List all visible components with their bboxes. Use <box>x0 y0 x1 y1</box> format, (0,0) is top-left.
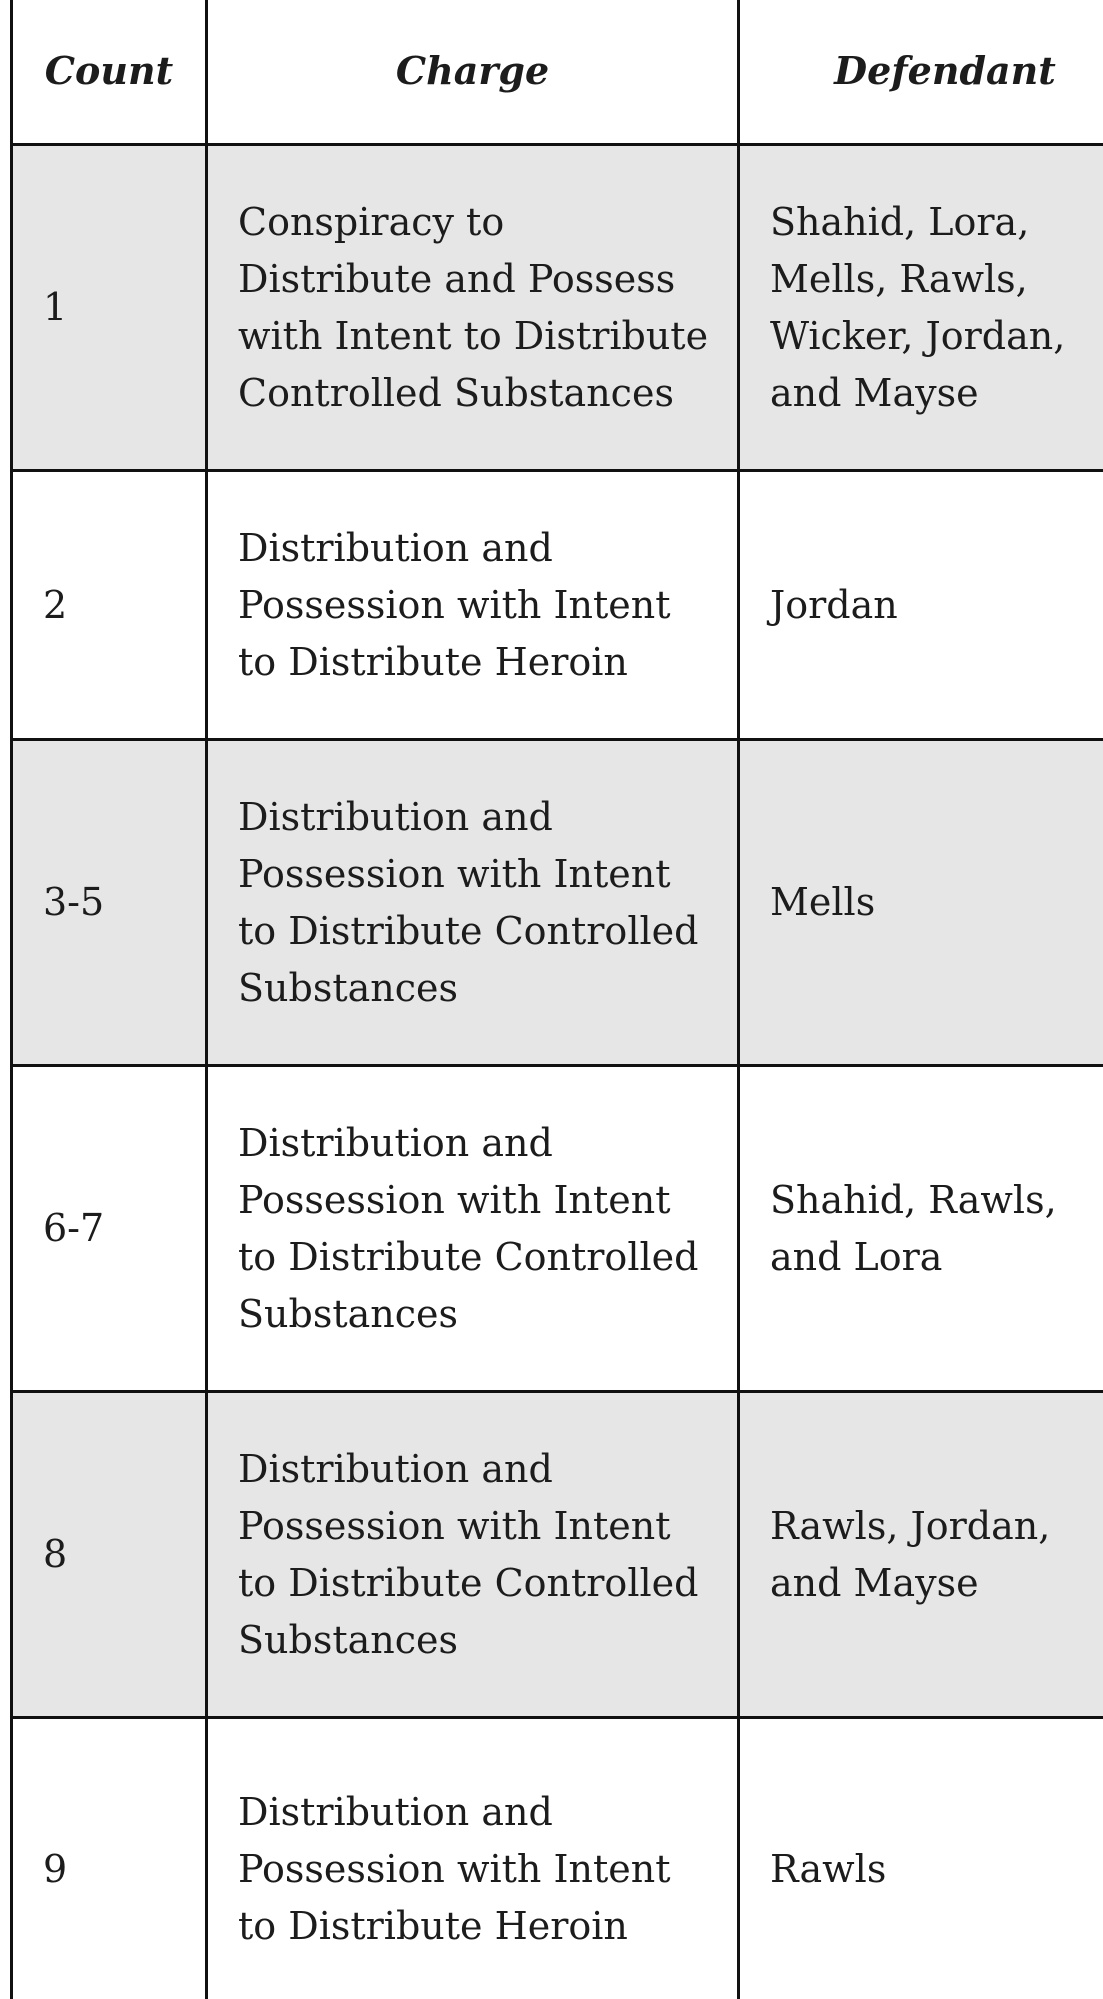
defendant-cell: Mells <box>739 740 1103 1066</box>
charge-cell: Conspiracy to Distribute and Possess with Intent to Distribute Controlled Substances <box>207 145 739 471</box>
defendant-cell: Jordan <box>739 471 1103 740</box>
header-count: Count <box>12 0 207 145</box>
count-cell: 9 <box>12 1718 207 1999</box>
count-cell: 1 <box>12 145 207 471</box>
table-row <box>12 471 1103 740</box>
charge-cell: Distribution and Possession with Intent to Distribute Controlled Substances <box>207 1066 739 1392</box>
count-cell: 8 <box>12 1392 207 1718</box>
header-charge: Charge <box>207 0 739 145</box>
count-cell: 6-7 <box>12 1066 207 1392</box>
table-row <box>12 1066 1103 1392</box>
table-header-row <box>12 0 1103 145</box>
defendant-cell: Shahid, Lora, Mells, Rawls, Wicker, Jordan, and Mayse <box>739 145 1103 471</box>
table-row <box>12 1718 1103 1999</box>
count-cell: 2 <box>12 471 207 740</box>
defendant-cell: Rawls, Jordan, and Mayse <box>739 1392 1103 1718</box>
charge-cell: Distribution and Possession with Intent to Distribute Controlled Substances <box>207 1392 739 1718</box>
defendant-cell: Shahid, Rawls, and Lora <box>739 1066 1103 1392</box>
count-cell: 3-5 <box>12 740 207 1066</box>
header-defendant: Defendant <box>739 0 1103 145</box>
charges-table <box>10 0 1103 1999</box>
charge-cell: Distribution and Possession with Intent to Distribute Heroin <box>207 471 739 740</box>
table-row <box>12 740 1103 1066</box>
defendant-cell: Rawls <box>739 1718 1103 1999</box>
charge-cell: Distribution and Possession with Intent to Distribute Heroin <box>207 1718 739 1999</box>
table-row <box>12 1392 1103 1718</box>
charge-cell: Distribution and Possession with Intent to Distribute Controlled Substances <box>207 740 739 1066</box>
table-row <box>12 145 1103 471</box>
